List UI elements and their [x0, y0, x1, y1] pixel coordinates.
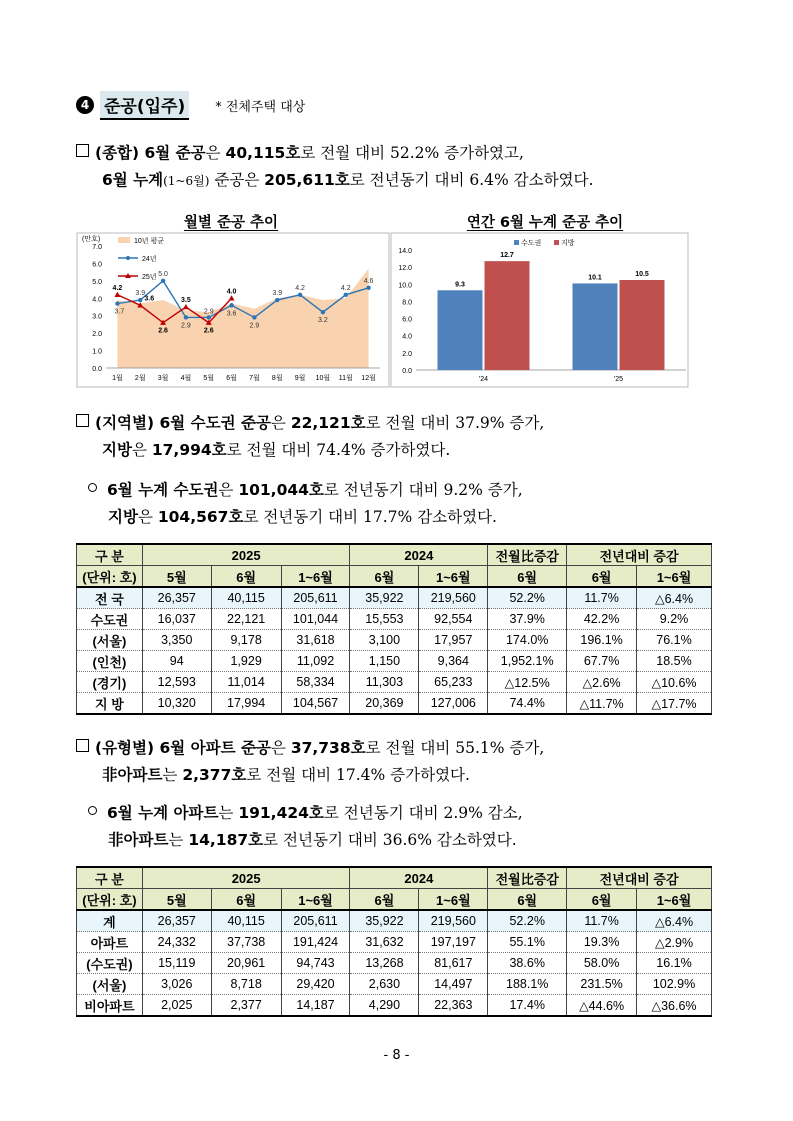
y-unit-label: (만호) — [82, 236, 101, 243]
type-cumulative-paragraph: 6월 누계 아파트는 191,424호로 전년동기 대비 2.9% 감소, 非아파트는 14,187호로 전년동기 대비 36.6% 감소하였다. — [88, 800, 523, 854]
table-cell: △11.7% — [567, 693, 637, 715]
row-label: (인천) — [77, 651, 143, 672]
checkbox-bullet-icon — [76, 144, 89, 157]
table-cell: 1,952.1% — [488, 651, 567, 672]
header-unit: (단위: 호) — [77, 889, 143, 911]
data-point — [275, 298, 279, 302]
table-cell: △36.6% — [637, 995, 712, 1017]
x-tick-label: 3월 — [157, 375, 169, 382]
table-cell: 188.1% — [488, 974, 567, 995]
data-label-25: 3.6 — [144, 295, 155, 303]
table-row — [77, 953, 712, 974]
header-month: 1~6월 — [281, 566, 350, 588]
header-gubun: 구 분 — [77, 867, 143, 889]
x-tick-label: 11월 — [338, 375, 353, 382]
legend-label-25: 25년 — [142, 274, 157, 281]
summary-paragraph: (종합) 6월 준공은 40,115호로 전월 대비 52.2% 증가하였고, 6월 누계(1~6월) 준공은 205,611호로 전년동기 대비 6.4% 감소하였다. — [76, 140, 593, 195]
y-tick-label: 4.0 — [92, 296, 102, 304]
table-cell: 67.7% — [567, 651, 637, 672]
table-row — [77, 672, 712, 693]
legend-swatch-capital — [514, 240, 519, 245]
y-tick-label: 14.0 — [398, 248, 412, 255]
bar — [573, 283, 618, 370]
x-tick-label: 4월 — [180, 375, 192, 382]
header-month: 1~6월 — [637, 566, 712, 588]
header-month: 6월 — [567, 566, 637, 588]
table-cell: 22,121 — [211, 609, 281, 630]
table-cell: △6.4% — [637, 587, 712, 609]
table-cell: 37,738 — [211, 932, 281, 953]
table-cell: 231.5% — [567, 974, 637, 995]
table-row — [77, 651, 712, 672]
y-tick-label: 6.0 — [402, 316, 412, 324]
data-point — [184, 315, 188, 319]
data-label-24: 2.9 — [249, 322, 260, 330]
data-point — [207, 315, 211, 319]
y-tick-label: 0.0 — [402, 368, 412, 375]
table-cell: 11.7% — [567, 587, 637, 609]
table-cell: 127,006 — [419, 693, 488, 715]
table-cell: 11,303 — [350, 672, 419, 693]
row-label: 수도권 — [77, 609, 143, 630]
header-month: 6월 — [350, 889, 419, 911]
header-month: 6월 — [488, 566, 567, 588]
type-table — [76, 866, 712, 1017]
bar-value-label: 10.5 — [635, 271, 649, 278]
table-cell: 14,187 — [281, 995, 350, 1017]
y-tick-label: 2.0 — [402, 350, 412, 358]
table-cell: 15,119 — [142, 953, 211, 974]
table-cell: △2.6% — [567, 672, 637, 693]
row-label: (서울) — [77, 974, 143, 995]
table-row — [77, 609, 712, 630]
table-cell: △6.4% — [637, 910, 712, 932]
data-label-24: 4.2 — [340, 284, 351, 292]
y-tick-label: 4.0 — [402, 333, 412, 341]
table-cell: 16.1% — [637, 953, 712, 974]
table-cell: 191,424 — [281, 932, 350, 953]
table-cell: △17.7% — [637, 693, 712, 715]
legend-label-avg: 10년 평균 — [134, 238, 165, 245]
page-number: - 8 - — [383, 1048, 410, 1063]
circle-bullet-icon — [88, 806, 97, 815]
x-tick-label: 7월 — [249, 375, 260, 382]
table-cell: 81,617 — [419, 953, 488, 974]
table-cell: 18.5% — [637, 651, 712, 672]
table-cell: 29,420 — [281, 974, 350, 995]
data-label-25: 2.6 — [203, 327, 214, 335]
y-tick-label: 6.0 — [92, 261, 102, 269]
table-cell: △12.5% — [488, 672, 567, 693]
legend-label-capital: 수도권 — [521, 240, 542, 247]
table-cell: 3,350 — [142, 630, 211, 651]
data-label-24: 3.9 — [272, 290, 283, 298]
y-tick-label: 12.0 — [398, 265, 412, 273]
data-point — [344, 293, 348, 297]
table-cell: 17,994 — [211, 693, 281, 715]
table-cell: 9,178 — [211, 630, 281, 651]
header-month: 5월 — [142, 889, 211, 911]
row-label: 계 — [77, 910, 143, 932]
x-tick-label: '25 — [613, 376, 624, 383]
bar-value-label: 10.1 — [588, 274, 602, 282]
table-cell: 17.4% — [488, 995, 567, 1017]
type-paragraph: (유형별) 6월 아파트 준공은 37,738호로 전월 대비 55.1% 증가, 非아파트는 2,377호로 전월 대비 17.4% 증가하였다. — [76, 735, 544, 789]
y-tick-label: 10.0 — [398, 282, 412, 290]
table-cell: 52.2% — [488, 587, 567, 609]
table-cell: 20,369 — [350, 693, 419, 715]
row-label: (서울) — [77, 630, 143, 651]
table-cell: 219,560 — [419, 587, 488, 609]
table-cell: 92,554 — [419, 609, 488, 630]
table-cell: 31,618 — [281, 630, 350, 651]
table-row — [77, 587, 712, 609]
y-tick-label: 8.0 — [402, 299, 412, 307]
cumulative-completion-chart — [390, 232, 690, 388]
data-point — [321, 310, 325, 314]
data-point — [161, 279, 165, 283]
row-label: 지 방 — [77, 693, 143, 715]
table-cell: 13,268 — [350, 953, 419, 974]
data-point — [138, 298, 142, 302]
circle-bullet-icon — [88, 483, 97, 492]
data-label-24: 3.9 — [135, 290, 146, 298]
data-label-25: 3.5 — [181, 297, 191, 304]
table-cell: 42.2% — [567, 609, 637, 630]
header-month: 6월 — [488, 889, 567, 911]
legend-marker-24 — [126, 256, 130, 260]
table-cell: 1,150 — [350, 651, 419, 672]
data-label-25: 2.6 — [158, 327, 168, 335]
data-label-24: 3.7 — [114, 308, 125, 316]
legend-label-24: 24년 — [142, 256, 157, 263]
x-tick-label: 5월 — [203, 375, 215, 382]
data-point — [298, 293, 302, 297]
row-label: 전 국 — [77, 587, 143, 609]
table-cell: 55.1% — [488, 932, 567, 953]
table-cell: △2.9% — [637, 932, 712, 953]
table-cell: 197,197 — [419, 932, 488, 953]
x-tick-label: '24 — [478, 376, 489, 383]
table-cell: 76.1% — [637, 630, 712, 651]
table-cell: 4,290 — [350, 995, 419, 1017]
table-cell: 2,630 — [350, 974, 419, 995]
table-cell: 11,092 — [281, 651, 350, 672]
table-cell: 101,044 — [281, 609, 350, 630]
header-month: 5월 — [142, 566, 211, 588]
header-mom: 전월比증감 — [488, 867, 567, 889]
section-note: * 전체주택 대상 — [215, 99, 306, 115]
table-cell: 12,593 — [142, 672, 211, 693]
header-2025: 2025 — [142, 867, 350, 889]
table-cell: 205,611 — [281, 910, 350, 932]
table-cell: 10,320 — [142, 693, 211, 715]
table-row — [77, 693, 712, 715]
table-cell: 19.3% — [567, 932, 637, 953]
data-point — [366, 286, 370, 290]
table-cell: 205,611 — [281, 587, 350, 609]
bar-value-label: 9.3 — [455, 281, 465, 289]
data-label-24: 2.9 — [203, 308, 214, 316]
header-month: 6월 — [211, 566, 281, 588]
table-cell: 8,718 — [211, 974, 281, 995]
data-point — [229, 303, 233, 307]
region-paragraph: (지역별) 6월 수도권 준공은 22,121호로 전월 대비 37.9% 증가, 지방은 17,994호로 전월 대비 74.4% 증가하였다. — [76, 410, 544, 464]
bar — [620, 280, 665, 370]
table-row — [77, 974, 712, 995]
row-label: 비아파트 — [77, 995, 143, 1017]
bar-value-label: 12.7 — [500, 252, 514, 260]
header-2025: 2025 — [142, 544, 350, 566]
header-yoy: 전년대비 증감 — [567, 544, 712, 566]
table-cell: 58.0% — [567, 953, 637, 974]
data-label-24: 3.2 — [318, 317, 328, 325]
x-tick-label: 8월 — [271, 375, 283, 382]
header-mom: 전월比증감 — [488, 544, 567, 566]
header-gubun: 구 분 — [77, 544, 143, 566]
table-cell: 20,961 — [211, 953, 281, 974]
row-label: (경기) — [77, 672, 143, 693]
table-cell: 104,567 — [281, 693, 350, 715]
table-cell: 22,363 — [419, 995, 488, 1017]
bar — [485, 261, 530, 370]
x-tick-label: 9월 — [294, 375, 306, 382]
table-cell: 94,743 — [281, 953, 350, 974]
x-tick-label: 6월 — [226, 375, 237, 382]
y-tick-label: 0.0 — [92, 366, 102, 373]
table-cell: 219,560 — [419, 910, 488, 932]
table-cell: 196.1% — [567, 630, 637, 651]
x-tick-label: 10월 — [315, 375, 331, 382]
bar — [438, 290, 483, 370]
table-cell: 24,332 — [142, 932, 211, 953]
table-row — [77, 995, 712, 1017]
x-tick-label: 12월 — [361, 375, 376, 382]
section-number: 4 — [76, 96, 94, 114]
data-label-25: 4.2 — [112, 284, 123, 292]
table-cell: 2,377 — [211, 995, 281, 1017]
table-cell: 52.2% — [488, 910, 567, 932]
header-month: 1~6월 — [419, 889, 488, 911]
row-label: (수도권) — [77, 953, 143, 974]
table-cell: 65,233 — [419, 672, 488, 693]
checkbox-bullet-icon — [76, 414, 89, 427]
table-cell: △10.6% — [637, 672, 712, 693]
section-title: 준공(입주) — [100, 91, 189, 120]
table-cell: 16,037 — [142, 609, 211, 630]
table-cell: 40,115 — [211, 910, 281, 932]
table-row — [77, 630, 712, 651]
table-cell: 26,357 — [142, 587, 211, 609]
header-month: 1~6월 — [281, 889, 350, 911]
table-cell: 38.6% — [488, 953, 567, 974]
data-label-24: 4.2 — [295, 284, 305, 292]
table-cell: 174.0% — [488, 630, 567, 651]
header-month: 6월 — [211, 889, 281, 911]
header-yoy: 전년대비 증감 — [567, 867, 712, 889]
checkbox-bullet-icon — [76, 739, 89, 752]
table-row — [77, 932, 712, 953]
chart2-title: 연간 6월 누계 준공 추이 — [466, 215, 624, 231]
table-cell: 26,357 — [142, 910, 211, 932]
data-label-25: 4.0 — [226, 288, 237, 296]
table-cell: 35,922 — [350, 910, 419, 932]
legend-swatch-local — [554, 240, 559, 245]
monthly-completion-chart — [76, 232, 390, 388]
table-cell: 9.2% — [637, 609, 712, 630]
header-month: 1~6월 — [419, 566, 488, 588]
data-label-24: 4.6 — [363, 277, 374, 285]
table-cell: 37.9% — [488, 609, 567, 630]
table-cell: 14,497 — [419, 974, 488, 995]
header-month: 1~6월 — [637, 889, 712, 911]
region-table — [76, 543, 712, 715]
table-cell: △44.6% — [567, 995, 637, 1017]
y-tick-label: 7.0 — [92, 244, 102, 251]
x-tick-label: 1월 — [112, 375, 123, 382]
table-cell: 1,929 — [211, 651, 281, 672]
table-cell: 3,026 — [142, 974, 211, 995]
table-cell: 35,922 — [350, 587, 419, 609]
header-month: 6월 — [350, 566, 419, 588]
table-cell: 94 — [142, 651, 211, 672]
x-tick-label: 2월 — [134, 375, 146, 382]
table-cell: 31,632 — [350, 932, 419, 953]
header-2024: 2024 — [350, 544, 488, 566]
row-label: 아파트 — [77, 932, 143, 953]
table-cell: 74.4% — [488, 693, 567, 715]
data-point — [252, 315, 256, 319]
section-heading — [76, 92, 305, 118]
table-cell: 102.9% — [637, 974, 712, 995]
chart1-title: 월별 준공 추이 — [183, 215, 279, 231]
data-label-24: 5.0 — [158, 270, 168, 278]
header-month: 6월 — [567, 889, 637, 911]
table-cell: 3,100 — [350, 630, 419, 651]
data-point — [115, 301, 119, 305]
y-tick-label: 5.0 — [92, 278, 102, 286]
table-cell: 15,553 — [350, 609, 419, 630]
table-cell: 58,334 — [281, 672, 350, 693]
table-cell: 11.7% — [567, 910, 637, 932]
legend-swatch-avg — [118, 237, 130, 243]
table-cell: 2,025 — [142, 995, 211, 1017]
header-2024: 2024 — [350, 867, 488, 889]
table-cell: 9,364 — [419, 651, 488, 672]
table-cell: 11,014 — [211, 672, 281, 693]
table-cell: 17,957 — [419, 630, 488, 651]
y-tick-label: 2.0 — [92, 331, 102, 339]
region-cumulative-paragraph: 6월 누계 수도권은 101,044호로 전년동기 대비 9.2% 증가, 지방은 104,567호로 전년동기 대비 17.7% 감소하였다. — [88, 477, 523, 531]
header-unit: (단위: 호) — [77, 566, 143, 588]
y-tick-label: 3.0 — [92, 313, 102, 321]
y-tick-label: 1.0 — [92, 348, 102, 356]
data-label-24: 3.6 — [226, 310, 237, 318]
table-row — [77, 910, 712, 932]
data-label-24: 2.9 — [181, 322, 191, 330]
legend-label-local: 지방 — [561, 240, 575, 247]
table-cell: 40,115 — [211, 587, 281, 609]
